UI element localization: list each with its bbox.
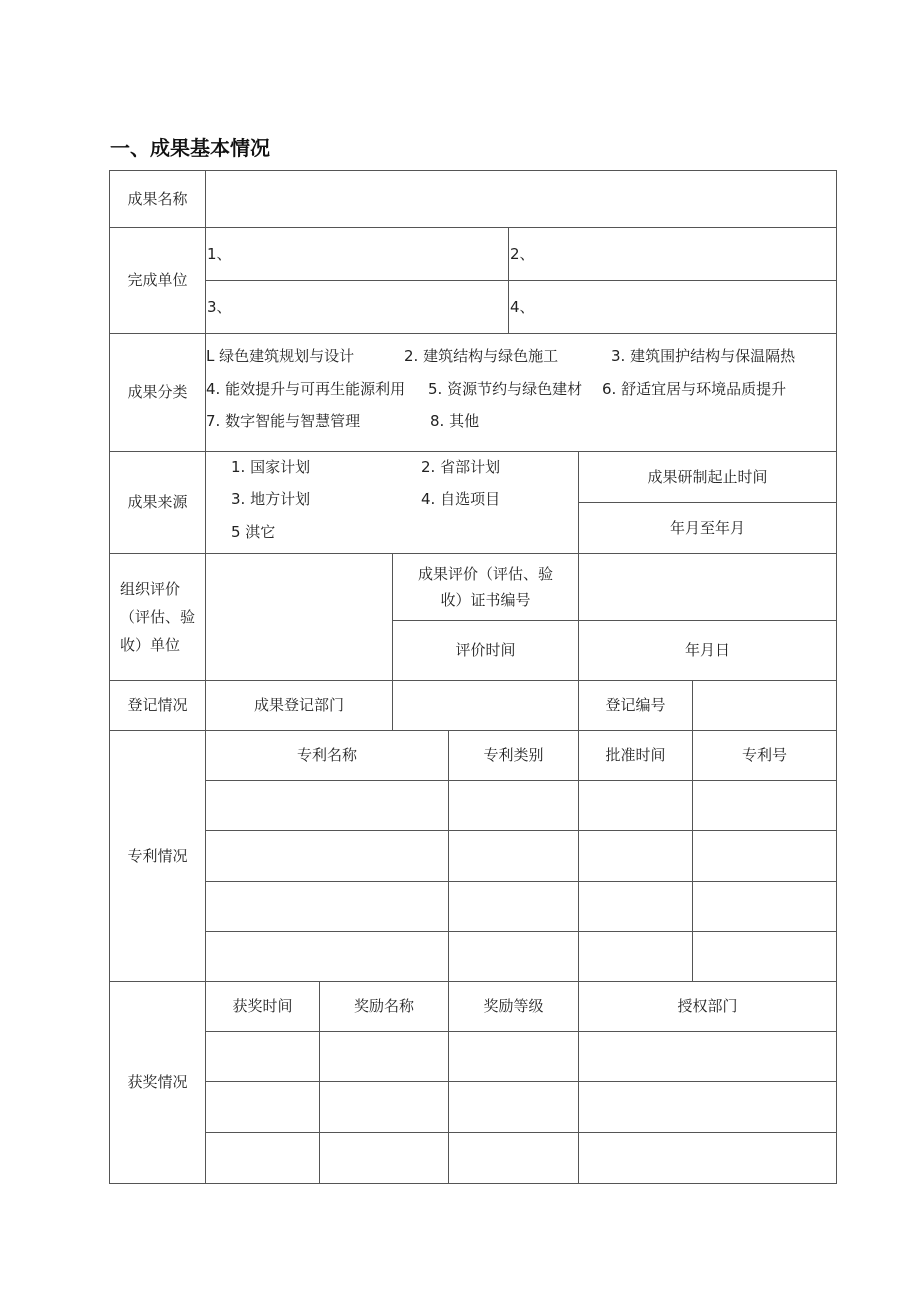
unit-4-text: 4、 [510, 297, 535, 316]
award-cell[interactable] [448, 1031, 578, 1081]
field-cert-number[interactable] [578, 553, 837, 620]
award-cell[interactable] [205, 1081, 319, 1132]
eval-label-line-2: （评估、验 [119, 607, 195, 626]
eval-label-line-1: 组织评价 [119, 579, 180, 598]
award-cell[interactable] [578, 1081, 837, 1132]
award-cell[interactable] [319, 1031, 448, 1081]
field-evaluation-unit[interactable] [205, 553, 392, 680]
source-options [205, 451, 578, 553]
eval-label-line-3: 收）单位 [119, 636, 180, 655]
patent-cell[interactable] [448, 830, 578, 881]
category-option-8[interactable]: 8. 其他 [430, 412, 480, 430]
label-registration: 登记情况 [109, 680, 205, 730]
category-options [205, 333, 837, 451]
patent-cell[interactable] [692, 780, 837, 830]
field-registration-dept[interactable] [392, 680, 578, 730]
category-option-6[interactable]: 6. 舒适宜居与环境品质提升 [602, 380, 787, 398]
award-cell[interactable] [578, 1132, 837, 1184]
label-registration-dept: 成果登记部门 [205, 680, 392, 730]
label-source: 成果来源 [109, 451, 205, 553]
label-category: 成果分类 [109, 333, 205, 451]
label-eval-time: 评价时间 [392, 620, 578, 680]
patent-cell[interactable] [692, 881, 837, 931]
section-title: 一、成果基本情况 [110, 136, 270, 160]
label-evaluation-unit [109, 553, 205, 680]
field-registration-number[interactable] [692, 680, 837, 730]
patent-cell[interactable] [578, 830, 692, 881]
award-cell[interactable] [448, 1132, 578, 1184]
label-period: 成果研制起止时间 [578, 451, 837, 502]
patent-header-name: 专利名称 [205, 730, 448, 780]
category-option-5[interactable]: 5. 资源节约与绿色建材 [428, 380, 583, 398]
award-header-level: 奖励等级 [448, 981, 578, 1031]
unit-1-text: 1、 [207, 244, 232, 263]
patent-cell[interactable] [448, 881, 578, 931]
field-unit-3[interactable] [205, 280, 508, 333]
label-registration-number: 登记编号 [578, 680, 692, 730]
award-cell[interactable] [205, 1031, 319, 1081]
patent-cell[interactable] [205, 931, 448, 981]
patent-cell[interactable] [578, 780, 692, 830]
patent-cell[interactable] [448, 931, 578, 981]
award-header-time: 获奖时间 [205, 981, 319, 1031]
award-cell[interactable] [319, 1081, 448, 1132]
label-patent: 专利情况 [109, 730, 205, 981]
field-unit-4[interactable] [508, 280, 837, 333]
category-option-7[interactable]: 7. 数字智能与智慧管理 [206, 412, 361, 430]
field-unit-1[interactable] [205, 227, 508, 280]
patent-header-number: 专利号 [692, 730, 837, 780]
label-name: 成果名称 [109, 170, 205, 227]
source-option-5[interactable]: 5 淇它 [231, 523, 276, 541]
category-option-1[interactable]: L 绿色建筑规划与设计 [206, 347, 355, 365]
patent-cell[interactable] [205, 830, 448, 881]
award-header-authority: 授权部门 [578, 981, 837, 1031]
field-name[interactable] [205, 170, 837, 227]
unit-3-text: 3、 [207, 297, 232, 316]
award-cell[interactable] [319, 1132, 448, 1184]
category-option-4[interactable]: 4. 能效提升与可再生能源利用 [206, 380, 406, 398]
patent-header-date: 批准时间 [578, 730, 692, 780]
award-cell[interactable] [205, 1132, 319, 1184]
patent-cell[interactable] [692, 931, 837, 981]
source-option-2[interactable]: 2. 省部计划 [421, 458, 501, 476]
cert-label-line-2: 收）证书编号 [440, 590, 531, 609]
patent-cell[interactable] [578, 931, 692, 981]
field-eval-time[interactable]: 年月日 [578, 620, 837, 680]
category-option-3[interactable]: 3. 建筑围护结构与保温隔热 [611, 347, 796, 365]
patent-cell[interactable] [692, 830, 837, 881]
label-award: 获奖情况 [109, 981, 205, 1184]
cert-label-line-1: 成果评价（评估、验 [417, 565, 553, 584]
source-option-3[interactable]: 3. 地方计划 [231, 490, 311, 508]
award-cell[interactable] [448, 1081, 578, 1132]
field-period[interactable]: 年月至年月 [578, 502, 837, 553]
unit-2-text: 2、 [510, 244, 535, 263]
category-option-2[interactable]: 2. 建筑结构与绿色施工 [404, 347, 559, 365]
patent-header-type: 专利类别 [448, 730, 578, 780]
source-option-4[interactable]: 4. 自选项目 [421, 490, 501, 508]
award-header-name: 奖励名称 [319, 981, 448, 1031]
source-option-1[interactable]: 1. 国家计划 [231, 458, 311, 476]
patent-cell[interactable] [205, 881, 448, 931]
patent-cell[interactable] [205, 780, 448, 830]
award-cell[interactable] [578, 1031, 837, 1081]
label-units: 完成单位 [109, 227, 205, 333]
field-unit-2[interactable] [508, 227, 837, 280]
patent-cell[interactable] [448, 780, 578, 830]
label-cert-number [392, 553, 578, 620]
patent-cell[interactable] [578, 881, 692, 931]
